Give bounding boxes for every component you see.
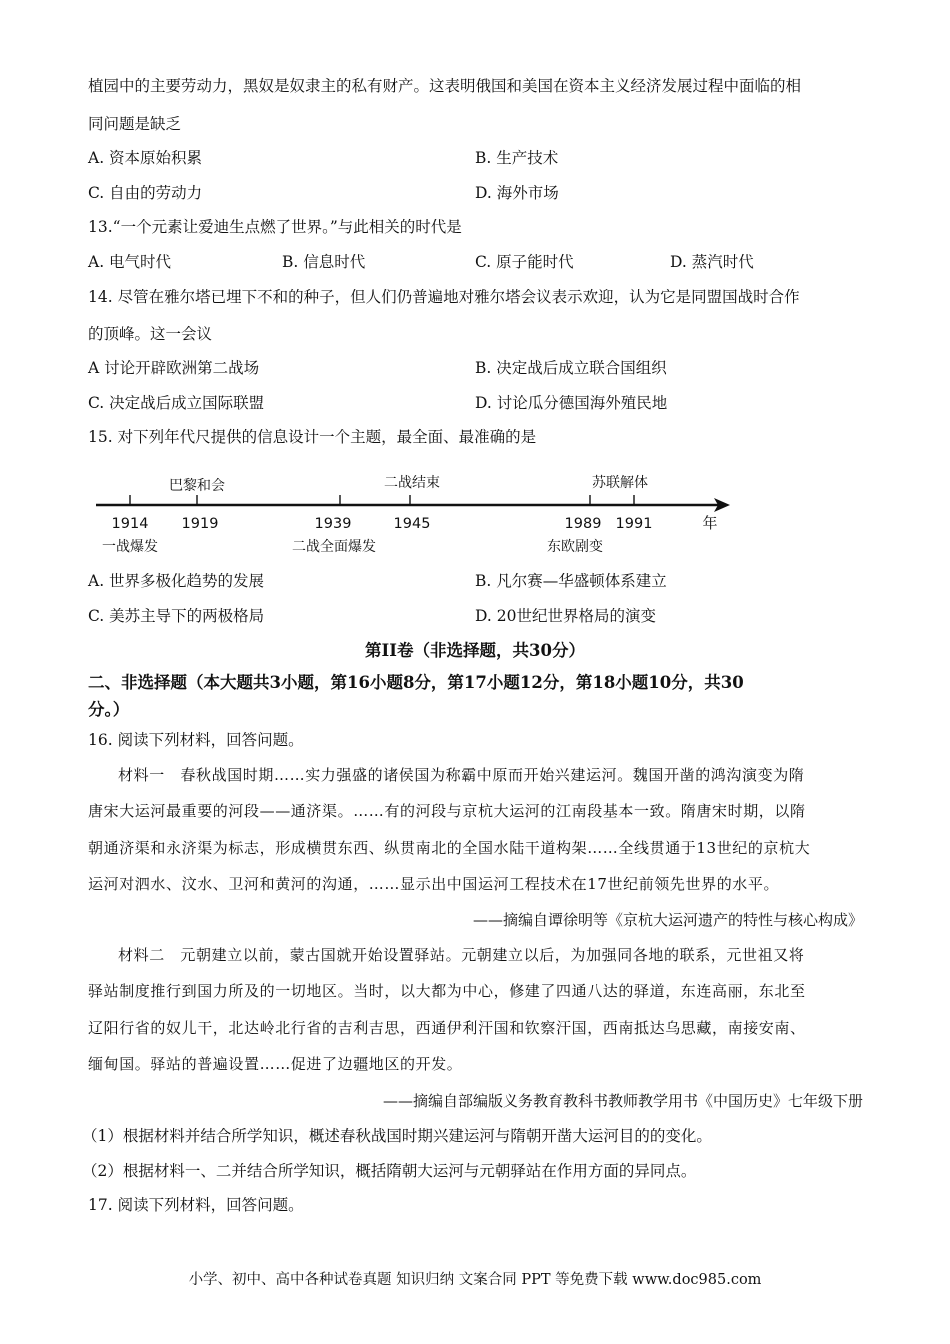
q14-option-a: A 讨论开辟欧洲第二战场 [88, 359, 260, 377]
page-footer: 小学、初中、高中各种试卷真题 知识归纳 文案合同 PPT 等免费下载 www.doc985.com [188, 1272, 762, 1288]
section-heading-line2: 分。） [88, 700, 130, 719]
unit-year: 年 [702, 514, 718, 532]
event-ussr-dissolution: 苏联解体 [592, 475, 648, 491]
q16-stem: 16. 阅读下列材料，回答问题。 [88, 731, 304, 749]
q14-option-d: D. 讨论瓜分德国海外殖民地 [475, 394, 668, 412]
q12-option-d: D. 海外市场 [475, 184, 559, 202]
q16-material1-line3: 朝通济渠和永济渠为标志，形成横贯东西、纵贯南北的全国水陆干道构架……全线贯通于13世纪的京杭大 [88, 839, 811, 857]
q16-material2-line2: 驿站制度推行到国力所及的一切地区。当时，以大都为中心，修建了四通八达的驿道，东连高丽，东北至 [88, 982, 806, 1000]
event-paris-conference: 巴黎和会 [169, 478, 225, 494]
section-heading-line1: 二、非选择题（本大题共3小题，第16小题8分，第17小题12分，第18小题10分，共30 [88, 673, 744, 692]
event-ww2-full-outbreak: 二战全面爆发 [292, 539, 376, 555]
q16-material2-source: ——摘编自部编版义务教育教科书教师教学用书《中国历史》七年级下册 [382, 1092, 863, 1110]
year-1939: 1939 [314, 516, 352, 532]
q12-option-c: C. 自由的劳动力 [88, 184, 203, 202]
q12-option-a: A. 资本原始积累 [88, 149, 203, 167]
q13-option-d: D. 蒸汽时代 [670, 253, 754, 271]
event-eastern-europe-upheaval: 东欧剧变 [547, 539, 603, 555]
q15-option-c: C. 美苏主导下的两极格局 [88, 607, 265, 625]
q16-material1-line2: 唐宋大运河最重要的河段——通济渠。……有的河段与京杭大运河的江南段基本一致。隋唐宋时期，以隋 [88, 802, 806, 820]
q14-option-c: C. 决定战后成立国际联盟 [88, 394, 265, 412]
volume-title: 第II卷（非选择题，共30分） [365, 641, 585, 660]
q14-stem-line1: 14. 尽管在雅尔塔已埋下不和的种子，但人们仍普遍地对雅尔塔会议表示欢迎，认为它是同盟国战时合作 [88, 288, 800, 306]
q16-material1-source: ——摘编自谭徐明等《京杭大运河遗产的特性与核心构成》 [472, 911, 863, 929]
q16-material1-line4: 运河对泗水、汶水、卫河和黄河的沟通，……显示出中国运河工程技术在17世纪前领先世界的水平。 [88, 875, 780, 893]
year-1991: 1991 [615, 516, 653, 532]
q13-option-a: A. 电气时代 [88, 253, 172, 271]
event-ww1-outbreak: 一战爆发 [102, 539, 158, 555]
event-ww2-end: 二战结束 [384, 475, 440, 491]
timeline-figure [90, 465, 740, 565]
q13-stem: 13.“一个元素让爱迪生点燃了世界。”与此相关的时代是 [88, 218, 462, 236]
q14-stem-line2: 的顶峰。这一会议 [88, 325, 213, 343]
q16-material2-line4: 缅甸国。驿站的普遍设置……促进了边疆地区的开发。 [88, 1055, 463, 1073]
q14-option-b: B. 决定战后成立联合国组织 [475, 359, 667, 377]
q16-material1-line1: 材料一 春秋战国时期……实力强盛的诸侯国为称霸中原而开始兴建运河。魏国开凿的鸿沟演变为隋 [118, 766, 805, 784]
q12-stem-line1: 植园中的主要劳动力，黑奴是奴隶主的私有财产。这表明俄国和美国在资本主义经济发展过程中面临的相 [88, 77, 802, 95]
q15-option-a: A. 世界多极化趋势的发展 [88, 572, 265, 590]
q15-stem: 15. 对下列年代尺提供的信息设计一个主题，最全面、最准确的是 [88, 428, 537, 446]
q15-option-d: D. 20世纪世界格局的演变 [475, 607, 656, 625]
q16-question2: （2）根据材料一、二并结合所学知识，概括隋朝大运河与元朝驿站在作用方面的异同点。 [82, 1162, 697, 1180]
q16-material2-line1: 材料二 元朝建立以前，蒙古国就开始设置驿站。元朝建立以后，为加强同各地的联系，元世祖又将 [118, 946, 805, 964]
q12-stem-line2: 同问题是缺乏 [88, 115, 182, 133]
year-1919: 1919 [181, 516, 219, 532]
year-1945: 1945 [393, 516, 431, 532]
q16-material2-line3: 辽阳行省的奴儿干，北达岭北行省的吉利吉思，西通伊利汗国和钦察汗国，西南抵达乌思藏，南接安南、 [88, 1019, 806, 1037]
year-1914: 1914 [111, 516, 149, 532]
q13-option-b: B. 信息时代 [282, 253, 366, 271]
year-1989: 1989 [564, 516, 602, 532]
q17-stem: 17. 阅读下列材料，回答问题。 [88, 1196, 304, 1214]
q13-option-c: C. 原子能时代 [475, 253, 574, 271]
q15-option-b: B. 凡尔赛—华盛顿体系建立 [475, 572, 667, 590]
q16-question1: （1）根据材料并结合所学知识，概述春秋战国时期兴建运河与隋朝开凿大运河目的的变化。 [82, 1127, 712, 1145]
q12-option-b: B. 生产技术 [475, 149, 559, 167]
